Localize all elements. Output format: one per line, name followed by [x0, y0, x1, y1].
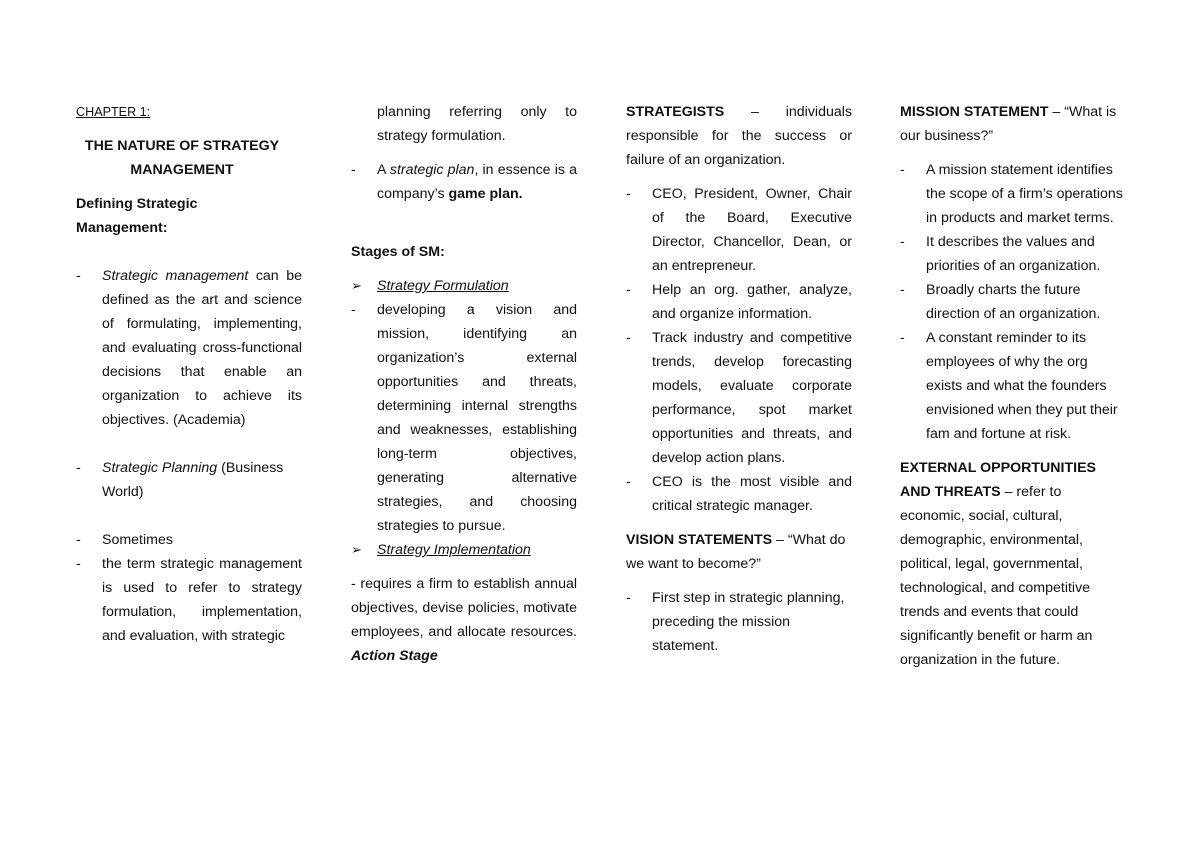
bullet-marker: -: [351, 162, 356, 178]
list-text: A: [377, 162, 390, 178]
list-text: First step in strategic planning, preceding the mission statement.: [652, 590, 845, 654]
list-text: Broadly charts the future direction of an organization.: [926, 282, 1101, 322]
list-item: [900, 158, 1126, 230]
column-3: [626, 100, 852, 658]
list-text: CEO, President, Owner, Chair of the Board, Executive Director, Chancellor, Dean, or an entrepreneur.: [652, 186, 852, 274]
bullet-marker: -: [351, 302, 356, 318]
term-strategic-management: Strategic management: [102, 268, 249, 284]
stage-title: Strategy Formulation: [377, 278, 509, 294]
list-item: [626, 470, 852, 518]
chapter-label: CHAPTER 1:: [76, 105, 151, 119]
bullet-marker: -: [900, 234, 905, 250]
definition-text: – individuals responsible for the success or failure of an organization.: [626, 104, 852, 168]
bullet-marker: -: [76, 532, 81, 548]
bullet-marker: -: [900, 162, 905, 178]
stage-description-text: - requires a firm to establish annual objectives, devise policies, motivate employees, and allocate resources.: [351, 576, 577, 640]
list-item: [76, 552, 302, 648]
list-item: [626, 326, 852, 470]
list-text: A mission statement identifies the scope of a firm’s operations in products and market terms.: [926, 162, 1123, 226]
list-item: [351, 158, 577, 206]
bullet-marker: -: [900, 330, 905, 346]
arrow-bullet-icon: ➢: [351, 542, 362, 557]
list-item: [900, 326, 1126, 446]
list-text: CEO is the most visible and critical strategic manager.: [652, 474, 852, 514]
bullet-marker: -: [626, 590, 631, 606]
definition-text: – “What do we want to become?”: [626, 532, 846, 572]
section-heading-stages: Stages of SM:: [351, 244, 445, 260]
bullet-marker: -: [626, 474, 631, 490]
list-text: Sometimes: [102, 532, 173, 548]
definition-text: (Business World): [102, 460, 284, 500]
term-game-plan: game plan.: [448, 186, 523, 202]
term-external-opportunities: EXTERNAL OPPORTUNITIES AND THREATS: [900, 460, 1097, 500]
bullet-marker: -: [626, 186, 631, 202]
external-opportunities-definition: [900, 456, 1126, 672]
list-text: A constant reminder to its employees of why the org exists and what the founders envisioned when they put their fam and fortune at risk.: [926, 330, 1118, 442]
list-item: [351, 298, 577, 538]
arrow-bullet-icon: ➢: [351, 278, 362, 293]
list-item: [76, 456, 302, 504]
term-vision-statements: VISION STATEMENTS: [626, 532, 773, 548]
stage-heading-formulation: [351, 274, 577, 298]
term-mission-statement: MISSION STATEMENT: [900, 104, 1049, 120]
strategists-definition: [626, 100, 852, 172]
list-item: [76, 528, 302, 552]
term-action-stage: Action Stage: [351, 648, 438, 664]
continued-text: planning referring only to strategy formulation.: [377, 104, 577, 144]
stage-heading-implementation: [351, 538, 577, 562]
bullet-marker: -: [900, 282, 905, 298]
column-4: [900, 100, 1126, 672]
term-strategic-planning: Strategic Planning: [102, 460, 218, 476]
list-text: , in essence is a company’s: [377, 162, 578, 202]
definition-text: can be defined as the art and science of formulating, implementing, and evaluating cross-functional decisions that enable an organization to achieve its objectives. (Academia): [102, 268, 302, 428]
bullet-marker: -: [76, 268, 81, 284]
list-item: [900, 278, 1126, 326]
definition-text: – “What is our business?”: [900, 104, 1117, 144]
list-item: [900, 230, 1126, 278]
column-2: [351, 100, 577, 668]
list-item: [626, 182, 852, 278]
list-item: [626, 278, 852, 326]
mission-definition: [900, 100, 1126, 148]
bullet-marker: -: [626, 282, 631, 298]
definition-text: – refer to economic, social, cultural, demographic, environmental, political, legal, governmental, technological, and competitive trends and events that could significantly benefit or harm an organization in the future.: [900, 484, 1093, 668]
section-heading-defining: Defining Strategic Management:: [76, 196, 198, 236]
list-text: the term strategic management is used to refer to strategy formulation, implementation, and evaluation, with strategic: [102, 556, 302, 644]
bullet-marker: -: [626, 330, 631, 346]
term-strategists: STRATEGISTS: [626, 104, 725, 120]
stage-description: [351, 572, 577, 668]
list-item: [626, 586, 852, 658]
column-1: [76, 100, 302, 648]
bullet-marker: -: [76, 460, 81, 476]
term-strategic-plan: strategic plan: [389, 162, 475, 178]
chapter-title: THE NATURE OF STRATEGY MANAGEMENT: [84, 138, 280, 178]
stage-title: Strategy Implementation: [377, 542, 531, 558]
list-item: [76, 264, 302, 432]
list-text: It describes the values and priorities of an organization.: [926, 234, 1101, 274]
stage-description: developing a vision and mission, identifying an organization’s external opportunities and threats, determining internal strengths and weaknesses, establishing long-term objectives, generating alternative strategies, and choosing strategies to pursue.: [377, 302, 577, 534]
vision-definition: [626, 528, 852, 576]
list-text: Track industry and competitive trends, develop forecasting models, evaluate corporate performance, spot market opportunities and threats, and develop action plans.: [652, 330, 852, 466]
bullet-marker: -: [76, 556, 81, 572]
list-text: Help an org. gather, analyze, and organize information.: [652, 282, 852, 322]
